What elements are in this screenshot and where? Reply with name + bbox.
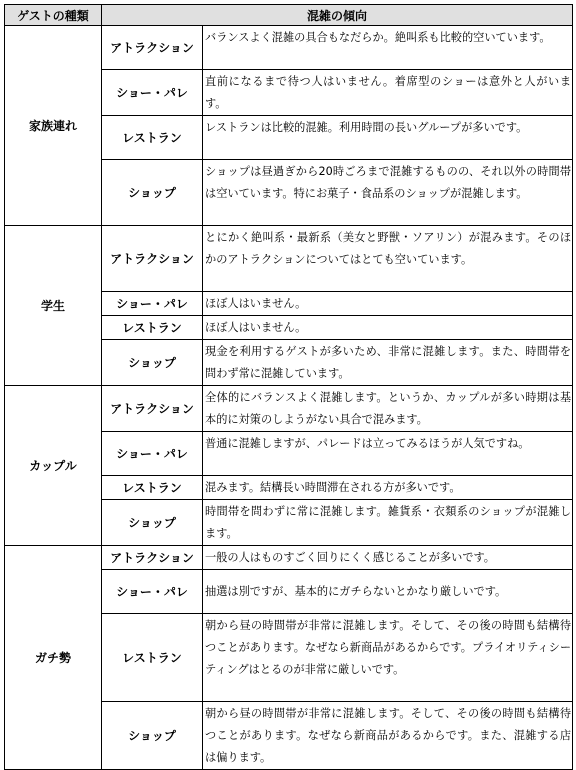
- header-row: [5, 5, 573, 26]
- guest-type-couple: カップル: [5, 386, 102, 546]
- trend-text: バランスよく混雑の具合もなだらか。絶叫系も比較的空いています。: [203, 26, 573, 70]
- table-row: [5, 546, 573, 570]
- trend-text: 全体的にバランスよく混雑します。というか、カップルが多い時期は基本的に対策のしようがない具合で混みます。: [203, 386, 573, 432]
- category-restaurant: レストラン: [102, 316, 203, 340]
- category-show-parade: ショー・パレ: [102, 432, 203, 476]
- guest-type-student: 学生: [5, 226, 102, 386]
- category-attraction: アトラクション: [102, 386, 203, 432]
- category-attraction: アトラクション: [102, 546, 203, 570]
- category-restaurant: レストラン: [102, 614, 203, 702]
- category-show-parade: ショー・パレ: [102, 70, 203, 116]
- table-row: [5, 26, 573, 70]
- trend-text: ほぼ人はいません。: [203, 292, 573, 316]
- category-show-parade: ショー・パレ: [102, 292, 203, 316]
- trend-text: ほぼ人はいません。: [203, 316, 573, 340]
- congestion-table: [4, 4, 573, 770]
- trend-text: レストランは比較的混雑。利用時間の長いグループが多いです。: [203, 116, 573, 160]
- header-guest-type: ゲストの種類: [5, 5, 102, 26]
- category-shop: ショップ: [102, 500, 203, 546]
- header-congestion-trend: 混雑の傾向: [102, 5, 573, 26]
- trend-text: 混みます。結構長い時間滞在される方が多いです。: [203, 476, 573, 500]
- trend-text: 時間帯を問わずに常に混雑します。雑貨系・衣類系のショップが混雑します。: [203, 500, 573, 546]
- trend-text: 現金を利用するゲストが多いため、非常に混雑します。また、時間帯を問わず常に混雑しています。: [203, 340, 573, 386]
- trend-text: 直前になるまで待つ人はいません。着席型のショーは意外と人がいます。: [203, 70, 573, 116]
- table-row: [5, 386, 573, 432]
- category-restaurant: レストラン: [102, 476, 203, 500]
- guest-type-family: 家族連れ: [5, 26, 102, 226]
- trend-text: 普通に混雑しますが、パレードは立ってみるほうが人気ですね。: [203, 432, 573, 476]
- category-shop: ショップ: [102, 160, 203, 226]
- category-attraction: アトラクション: [102, 26, 203, 70]
- trend-text: 抽選は別ですが、基本的にガチらないとかなり厳しいです。: [203, 570, 573, 614]
- guest-type-hardcore: ガチ勢: [5, 546, 102, 770]
- category-restaurant: レストラン: [102, 116, 203, 160]
- trend-text: ショップは昼過ぎから20時ごろまで混雑するものの、それ以外の時間帯は空いています。特にお菓子・食品系のショップが混雑します。: [203, 160, 573, 226]
- trend-text: 朝から昼の時間帯が非常に混雑します。そして、その後の時間も結構待つことがあります。なぜなら新商品があるからです。プライオリティシーティングはとるのが非常に厳しいです。: [203, 614, 573, 702]
- table-row: [5, 226, 573, 292]
- category-show-parade: ショー・パレ: [102, 570, 203, 614]
- trend-text: とにかく絶叫系・最新系（美女と野獣・ソアリン）が混みます。そのほかのアトラクションについてはとても空いています。: [203, 226, 573, 292]
- category-shop: ショップ: [102, 702, 203, 770]
- trend-text: 朝から昼の時間帯が非常に混雑します。そして、その後の時間も結構待つことがあります。なぜなら新商品があるからです。また、混雑する店は偏ります。: [203, 702, 573, 770]
- trend-text: 一般の人はものすごく回りにくく感じることが多いです。: [203, 546, 573, 570]
- category-shop: ショップ: [102, 340, 203, 386]
- category-attraction: アトラクション: [102, 226, 203, 292]
